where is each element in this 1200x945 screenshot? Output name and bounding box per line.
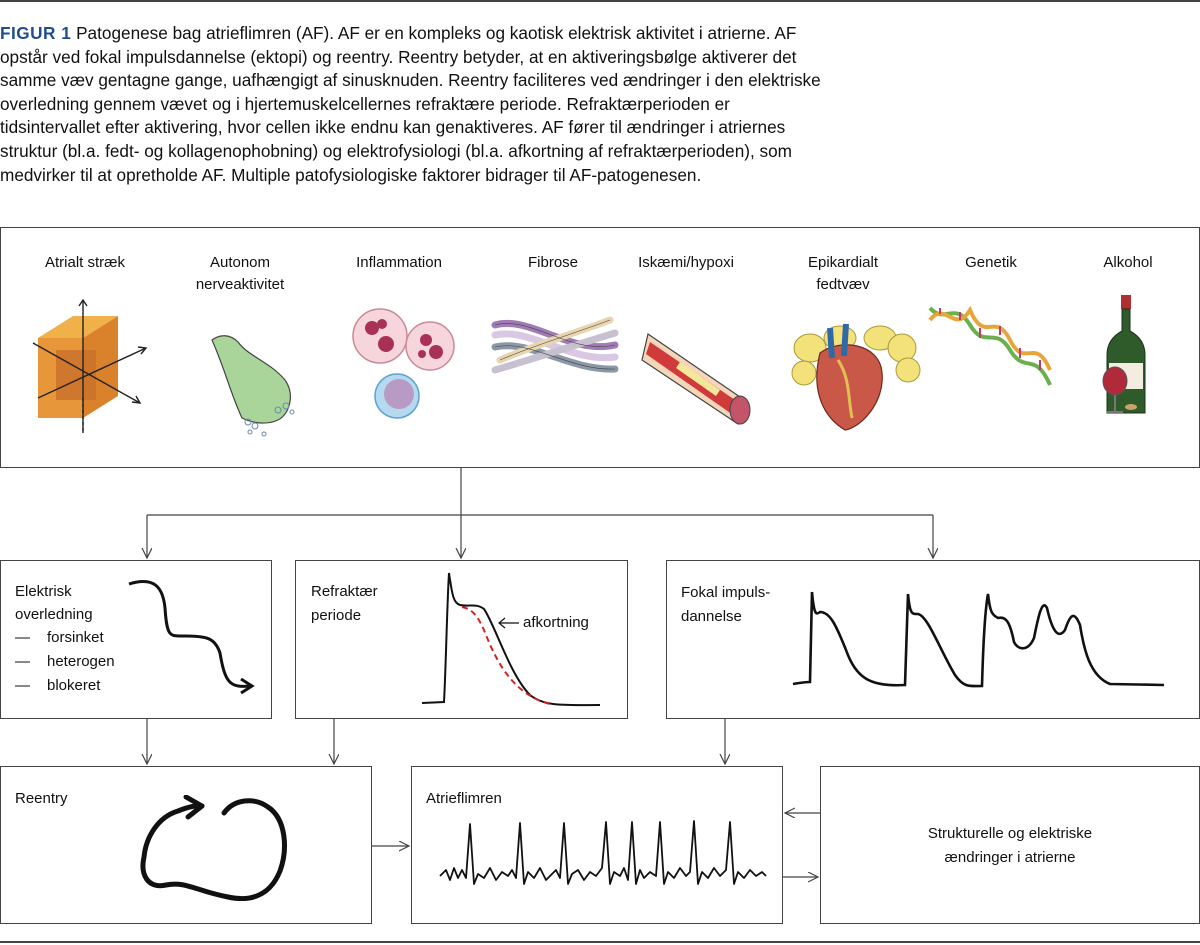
- stretch-cube-icon: [28, 298, 168, 438]
- inflammation-cells-icon: [350, 296, 460, 426]
- af-ecg-icon: [438, 818, 768, 890]
- refraktaer-title-1: Refraktær: [311, 583, 378, 600]
- factor-autonom-label-2: nerveaktivitet: [195, 276, 285, 293]
- elektrisk-title-2: overledning: [15, 606, 93, 623]
- factor-atrialt-straek-label: Atrialt stræk: [44, 254, 125, 271]
- reentry-title: Reentry: [15, 790, 68, 807]
- factor-iskaemi-label: Iskæmi/hypoxi: [638, 254, 734, 271]
- strukturelle-line-1: Strukturelle og elektriske: [927, 825, 1093, 842]
- factor-alkohol-label: Alkohol: [1103, 254, 1153, 271]
- heart-fat-icon: [790, 318, 925, 438]
- factor-epikardialt-label-1: Epikardialt: [807, 254, 879, 271]
- nerve-cell-icon: [200, 322, 310, 442]
- elektrisk-item-3: — blokeret: [15, 677, 101, 694]
- factor-epikardialt-label-2: fedtvæv: [816, 276, 870, 293]
- fibrose-fibers-icon: [490, 305, 620, 385]
- focal-impulse-curve-icon: [790, 590, 1170, 695]
- refraktaer-title-2: periode: [311, 607, 362, 624]
- conduction-curve-icon: [125, 578, 260, 698]
- factor-fibrose-label: Fibrose: [527, 254, 579, 271]
- factor-autonom-label-1: Autonom: [209, 254, 271, 271]
- action-potential-curve-icon: [420, 565, 605, 713]
- dna-helix-icon: [925, 300, 1055, 395]
- factor-genetik-label: Genetik: [965, 254, 1017, 271]
- caption-text: Patogenese bag atrieflimren (AF). AF er en kompleks og kaotisk elektrisk aktivitet i atrierne. AF opstår ved fokal impulsdannelse (ektopi) og reentry. Reentry betyder, at en aktiveringsbølge aktiverer det samme væv gentagne gange, uafhængigt af sinusknuden. Reentry faciliteres ved ændringer i den elektriske overledning gennem vævet og i hjertemuskelcellernes refraktære periode. Refraktærperioden er tidsintervallet efter aktivering, hvor cellen ikke endnu kan genaktiveres. AF fører til ændringer i atriernes struktur (bl.a. fedt- og kollagenophobning) og elektrofysiologi (bl.a. afkortning af refraktærperioden), som medvirker til at opretholde AF. Multiple patofysiologiske faktorer bidrager til AF-patogenesen.: [0, 23, 821, 185]
- blocked-artery-icon: [640, 322, 765, 432]
- factor-inflammation-label: Inflammation: [356, 254, 442, 271]
- afkortning-label: afkortning: [497, 611, 589, 635]
- elektrisk-title-1: Elektrisk: [15, 583, 72, 600]
- elektrisk-item-2: — heterogen: [15, 653, 115, 670]
- reentry-loop-icon: [136, 795, 296, 907]
- figure-label: FIGUR 1: [0, 23, 72, 43]
- strukturelle-line-2: ændringer i atrierne: [944, 849, 1076, 866]
- wine-bottle-icon: [1095, 295, 1155, 420]
- atrieflimren-title: Atrieflimren: [426, 790, 502, 807]
- fokal-title-1: Fokal impuls-: [681, 584, 771, 601]
- elektrisk-item-1: — forsinket: [15, 629, 104, 646]
- fokal-title-2: dannelse: [681, 608, 742, 625]
